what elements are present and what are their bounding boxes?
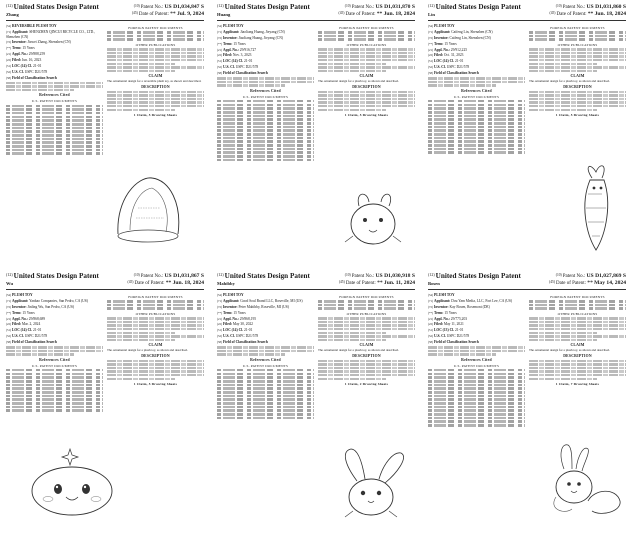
foreign-heading: FOREIGN PATENT DOCUMENTS [339, 26, 394, 30]
patent-page-6 [422, 269, 632, 535]
field-title: (54)PLUSH TOY [217, 293, 244, 297]
field-title: (54)REVERSIBLE PLUSH TOY [6, 24, 57, 28]
patent-number: US D1,031,870 S [375, 4, 415, 10]
inventor-surname: Wu [6, 281, 14, 287]
references-heading: References Cited [461, 88, 492, 93]
description-heading: DESCRIPTION [141, 85, 170, 90]
patent-header [6, 273, 204, 290]
patent-title [428, 4, 521, 11]
drawing-sheets-count: 1 Claim, 7 Drawing Sheets [555, 381, 600, 386]
title-code: (12) [6, 272, 13, 277]
patent-number-label: Patent No.: [351, 5, 375, 10]
field-filed: (22)Filed: Jun. 16, 2023 [6, 58, 42, 63]
reference-row [428, 398, 525, 401]
drawing-sheets-count: 1 Claim, 5 Drawing Sheets [133, 112, 178, 117]
reference-row [428, 100, 525, 103]
field-inventor: (72)Inventor: Peter Mahibby, Roseville, MI (US) [217, 304, 289, 309]
biblio-column [428, 293, 525, 428]
reference-row [217, 115, 314, 118]
reference-row [428, 140, 525, 143]
field-loc: (51)LOC (14) Cl. 21-01 [428, 59, 464, 64]
design-figure [327, 445, 415, 528]
reference-row [217, 100, 314, 103]
patent-date: May 14, 2024 [594, 280, 626, 286]
reference-row [428, 406, 525, 409]
patent-header [428, 273, 626, 290]
reference-row [428, 122, 525, 125]
reference-row [6, 409, 103, 412]
title-code: (12) [428, 3, 435, 8]
reference-row [428, 111, 525, 114]
reference-row [217, 159, 314, 162]
reference-row [217, 107, 314, 110]
reference-row [217, 380, 314, 383]
field-us-cl: (52)U.S. Cl. USPC D21/578 [217, 65, 259, 70]
title-code: (12) [217, 272, 224, 277]
reference-row [428, 384, 525, 387]
reference-row [217, 144, 314, 147]
reference-row [428, 126, 525, 129]
patent-date: Jun. 18, 2024 [172, 280, 204, 286]
other-pubs-heading: OTHER PUBLICATIONS [346, 312, 387, 317]
patent-header [217, 273, 415, 290]
reference-row [6, 108, 103, 111]
field-filed: (22)Filed: Mar. 2, 2024 [6, 322, 41, 327]
us-patents-heading: U.S. PATENT DOCUMENTS [453, 94, 500, 99]
date-label: Date of Patent: [345, 281, 376, 286]
patent-number: US D1,030,918 S [375, 273, 415, 279]
field-search: (58)Field of Classification Search [217, 340, 268, 345]
references-heading: References Cited [461, 357, 492, 362]
reference-row [217, 148, 314, 151]
title-text: United States Design Patent [13, 3, 99, 11]
claim-heading: CLAIM [148, 74, 163, 79]
field-search: (58)Field of Classification Search [6, 340, 57, 345]
field-loc: (51)LOC (14) Cl. 21-01 [217, 328, 253, 333]
claim-text: The ornamental design for a plush toy, as shown and described. [318, 348, 399, 353]
field-filed: (22)Filed: May 30, 2022 [217, 322, 253, 327]
field-title: (54)PLUSH TOY [428, 293, 455, 297]
title-code: (12) [428, 272, 435, 277]
abstract-column [107, 293, 204, 413]
reference-row [6, 391, 103, 394]
reference-row [217, 417, 314, 420]
reference-row [428, 107, 525, 110]
drawing-sheets-count: 1 Claim, 2 Drawing Sheets [344, 381, 389, 386]
title-text: United States Design Patent [435, 272, 521, 280]
patent-date-line [549, 280, 626, 287]
references-heading: References Cited [39, 93, 70, 98]
reference-row [6, 152, 103, 155]
patent-number: US D1,034,847 S [164, 4, 204, 10]
reference-row [428, 417, 525, 420]
date-label: Date of Patent: [134, 281, 165, 286]
design-figure [542, 439, 626, 524]
reference-row [6, 380, 103, 383]
biblio-column [428, 24, 525, 155]
field-appl-no: (21)Appl. No.: 29/868,195 [217, 316, 257, 321]
reference-row [428, 373, 525, 376]
patent-page-4 [0, 269, 210, 535]
field-term: (**)Term: 15 Years [428, 310, 457, 315]
abstract-column [318, 24, 415, 163]
patent-number-code: (10) [555, 4, 562, 8]
field-inventor: (72)Inventor: Jiaoliang Huang, Jieyang (CN) [217, 35, 283, 40]
patent-number: US D1,031,860 S [586, 4, 626, 10]
reference-row [217, 151, 314, 154]
field-loc: (51)LOC (14) Cl. 21-01 [6, 328, 42, 333]
description-heading: DESCRIPTION [563, 85, 592, 90]
inventor-surname: Lin [428, 12, 435, 18]
field-inventor: (72)Inventor: Caifeng Lin, Shenzhen (CN) [428, 35, 491, 40]
other-pubs-heading: OTHER PUBLICATIONS [557, 43, 598, 48]
other-pubs-heading: OTHER PUBLICATIONS [135, 312, 176, 317]
reference-row [428, 129, 525, 132]
patent-number: US D1,027,869 S [586, 273, 626, 279]
patent-date: Jun. 18, 2024 [594, 11, 626, 17]
reference-row [6, 123, 103, 126]
reference-row [428, 402, 525, 405]
us-patents-heading: U.S. PATENT DOCUMENTS [453, 363, 500, 368]
field-applicant: (71)Applicant: Dou Yam Media, LLC, Fort Lee, CA (US) [428, 298, 513, 303]
reference-row [217, 369, 314, 372]
reference-row [6, 116, 103, 119]
description-heading: DESCRIPTION [352, 354, 381, 359]
reference-row [6, 138, 103, 141]
field-title: (54)PLUSH TOY [217, 24, 244, 28]
inventor-surname: Zhang [6, 12, 19, 18]
field-us-cl: (52)U.S. Cl. USPC D21/578 [428, 65, 470, 70]
reference-row [6, 127, 103, 130]
field-us-cl: (52)U.S. Cl. USPC D21/578 [428, 334, 470, 339]
date-label: Date of Patent: [556, 12, 587, 17]
foreign-heading: FOREIGN PATENT DOCUMENTS [550, 26, 605, 30]
field-term: (**)Term: 15 Years [428, 41, 457, 46]
reference-row [217, 398, 314, 401]
reference-row [6, 149, 103, 152]
reference-row [428, 391, 525, 394]
reference-row [217, 376, 314, 379]
claim-text: The ornamental design for a plush toy, as shown and described. [529, 348, 610, 353]
description-heading: DESCRIPTION [141, 354, 170, 359]
reference-row [428, 380, 525, 383]
biblio-column [6, 24, 103, 156]
patent-number-code: (10) [344, 4, 351, 8]
claim-text: The ornamental design for a reversible plush toy, as shown and described. [107, 79, 202, 84]
field-applicant: (71)Applicant: Caifeng Lin, Shenzhen (CN) [428, 29, 493, 34]
reference-row [428, 115, 525, 118]
reference-row [428, 395, 525, 398]
reference-row [217, 155, 314, 158]
title-text: United States Design Patent [435, 3, 521, 11]
reference-row [6, 130, 103, 133]
claim-heading: CLAIM [570, 343, 585, 348]
reference-row [217, 391, 314, 394]
reference-row [428, 104, 525, 107]
patent-date-line [339, 11, 416, 18]
reference-row [428, 387, 525, 390]
patent-header [428, 4, 626, 21]
field-loc: (51)LOC (13) Cl. 21-01 [428, 328, 464, 333]
field-search: (58)Field of Classification Search [428, 71, 479, 76]
patent-number-code: (10) [344, 273, 351, 277]
patent-number: US D1,031,867 S [164, 273, 204, 279]
patent-date: Jun. 11, 2024 [383, 280, 415, 286]
patent-number-code: (10) [555, 273, 562, 277]
date-code: (45) [131, 11, 138, 15]
field-appl-no: (21)Appl. No.: 29/912,225 [428, 47, 468, 52]
abstract-column [107, 24, 204, 156]
field-term: (**)Term: 15 Years [6, 310, 35, 315]
patent-date: Jun. 18, 2024 [383, 11, 415, 17]
reference-row [6, 376, 103, 379]
title-code: (12) [6, 3, 13, 8]
drawing-sheets-count: 1 Claim, 5 Drawing Sheets [133, 381, 178, 386]
field-filed: (22)Filed: Oct. 31, 2023 [428, 53, 464, 58]
reference-row [428, 376, 525, 379]
reference-row [428, 369, 525, 372]
reference-row [217, 104, 314, 107]
title-text: United States Design Patent [13, 272, 99, 280]
reference-row [428, 148, 525, 151]
patent-header [217, 4, 415, 21]
reference-row [217, 395, 314, 398]
date-star: ** [376, 11, 383, 17]
reference-row [428, 413, 525, 416]
field-filed: (22)Filed: May 11, 2021 [428, 322, 464, 327]
reference-row [6, 384, 103, 387]
patent-number-label: Patent No.: [562, 5, 586, 10]
patent-date-line [339, 280, 415, 287]
other-pubs-heading: OTHER PUBLICATIONS [135, 43, 176, 48]
description-heading: DESCRIPTION [352, 85, 381, 90]
field-loc: (51)LOC (14) Cl. 21-01 [217, 59, 253, 64]
field-search: (58)Field of Classification Search [217, 71, 268, 76]
patent-number-line [345, 273, 415, 280]
date-code: (45) [549, 280, 556, 284]
date-star: ** [587, 280, 593, 286]
field-loc: (51)LOC (14) Cl. 21-01 [6, 64, 42, 69]
date-code: (45) [127, 280, 134, 284]
design-figure [337, 186, 407, 255]
title-text: United States Design Patent [224, 272, 310, 280]
field-us-cl: (52)U.S. Cl. USPC D21/578 [6, 69, 48, 74]
reference-row [6, 402, 103, 405]
date-star: ** [587, 11, 594, 17]
reference-row [217, 129, 314, 132]
reference-row [428, 133, 525, 136]
reference-row [6, 387, 103, 390]
field-applicant: (71)Applicant: Yanbao Companies, San Pedro, CA (US) [6, 298, 88, 303]
reference-row [217, 140, 314, 143]
reference-row [217, 126, 314, 129]
field-term: (**)Term: 15 Years [217, 41, 246, 46]
date-label: Date of Patent: [556, 281, 587, 286]
field-applicant: (71)Applicant: SHENZHEN QINCUI BICYCLE CO., LTD., Shenzhen (CN) [6, 29, 96, 39]
patent-number-line [556, 4, 626, 11]
date-code: (45) [338, 11, 345, 15]
design-figure [572, 164, 622, 259]
foreign-heading: FOREIGN PATENT DOCUMENTS [128, 295, 183, 299]
field-title: (54)PLUSH TOY [6, 293, 33, 297]
claim-heading: CLAIM [359, 343, 374, 348]
us-patents-heading: U.S. PATENT DOCUMENTS [242, 94, 289, 99]
reference-row [217, 384, 314, 387]
references-heading: References Cited [39, 357, 70, 362]
reference-row [217, 118, 314, 121]
description-heading: DESCRIPTION [563, 354, 592, 359]
field-applicant: (71)Applicant: Jiaoliang Huang, Jieyang (CN) [217, 29, 285, 34]
references-heading: References Cited [250, 88, 281, 93]
patent-number-line [556, 273, 626, 280]
design-figure [24, 445, 120, 524]
references-heading: References Cited [250, 357, 281, 362]
drawing-sheets-count: 1 Claim, 5 Drawing Sheets [555, 112, 600, 117]
patent-date-line [132, 11, 204, 18]
reference-row [428, 409, 525, 412]
field-filed: (22)Filed: Nov. 3, 2023 [217, 53, 252, 58]
drawing-sheets-count: 1 Claim, 5 Drawing Sheets [344, 112, 389, 117]
title-text: United States Design Patent [224, 3, 310, 11]
reference-row [6, 398, 103, 401]
foreign-heading: FOREIGN PATENT DOCUMENTS [339, 295, 394, 299]
us-patents-heading: U.S. PATENT DOCUMENTS [31, 99, 78, 104]
patent-number-label: Patent No.: [140, 5, 164, 10]
date-star: ** [377, 280, 383, 286]
reference-row [6, 369, 103, 372]
claim-text: The ornamental design for a plush toy, as shown and described. [318, 79, 399, 84]
inventor-surname: Mahibby [217, 281, 235, 287]
patent-title [428, 273, 521, 280]
reference-row [6, 141, 103, 144]
reference-row [217, 402, 314, 405]
field-term: (**)Term: 15 Years [217, 310, 246, 315]
foreign-heading: FOREIGN PATENT DOCUMENTS [128, 26, 183, 30]
patent-number-line [345, 4, 415, 11]
field-us-cl: (52)U.S. Cl. USPC D21/578 [217, 334, 259, 339]
date-code: (45) [549, 11, 556, 15]
biblio-column [217, 293, 314, 420]
field-search: (58)Field of Classification Search [428, 340, 479, 345]
claim-text: The ornamental design for a plush toy, as shown and described. [107, 348, 188, 353]
claim-text: The ornamental design for a plush toy, as shown and described. [529, 79, 610, 84]
field-title: (54)PLUSH TOY [428, 24, 455, 28]
field-appl-no: (21)Appl. No.: 29/888,259 [6, 52, 46, 57]
patent-number-code: (10) [133, 273, 140, 277]
abstract-column [318, 293, 415, 420]
biblio-column [6, 293, 103, 413]
reference-row [217, 122, 314, 125]
field-appl-no: (21)Appl. No.: 29/775,203 [428, 316, 468, 321]
claim-heading: CLAIM [359, 74, 374, 79]
patent-page-1 [0, 0, 210, 266]
reference-row [217, 409, 314, 412]
patent-date-line [550, 11, 627, 18]
reference-row [428, 151, 525, 154]
patent-title [217, 273, 310, 280]
patent-title [6, 4, 99, 11]
field-term: (**)Term: 15 Years [6, 46, 35, 51]
reference-row [217, 406, 314, 409]
other-pubs-heading: OTHER PUBLICATIONS [346, 43, 387, 48]
reference-row [217, 111, 314, 114]
date-label: Date of Patent: [345, 12, 376, 17]
field-us-cl: (52)U.S. Cl. USPC D21/578 [6, 334, 48, 339]
foreign-heading: FOREIGN PATENT DOCUMENTS [550, 295, 605, 299]
reference-row [6, 145, 103, 148]
field-appl-no: (21)Appl. No.: 29/916,727 [217, 47, 257, 52]
field-appl-no: (21)Appl. No.: 29/868,689 [6, 316, 46, 321]
field-inventor: (72)Inventor: Jinling Wu, San Pedro, CA (US) [6, 304, 75, 309]
patent-number-label: Patent No.: [351, 274, 375, 279]
reference-row [217, 373, 314, 376]
date-star: ** [165, 280, 172, 286]
date-label: Date of Patent: [138, 12, 169, 17]
abstract-column [529, 293, 626, 428]
reference-row [428, 118, 525, 121]
patent-number-label: Patent No.: [562, 274, 586, 279]
reference-row [6, 112, 103, 115]
patent-page-2 [211, 0, 421, 266]
other-pubs-heading: OTHER PUBLICATIONS [557, 312, 598, 317]
us-patents-heading: U.S. PATENT DOCUMENTS [31, 363, 78, 368]
us-patents-heading: U.S. PATENT DOCUMENTS [242, 363, 289, 368]
reference-row [6, 134, 103, 137]
claim-heading: CLAIM [148, 343, 163, 348]
patent-number-line [134, 4, 204, 11]
patent-number-label: Patent No.: [140, 274, 164, 279]
patent-page-3 [422, 0, 632, 266]
field-search: (58)Field of Classification Search [6, 75, 57, 80]
reference-row [6, 373, 103, 376]
reference-row [428, 424, 525, 427]
patent-number-code: (10) [133, 4, 140, 8]
patent-title [6, 273, 99, 280]
patent-date-line [128, 280, 205, 287]
reference-row [6, 119, 103, 122]
field-applicant: (71)Applicant: Good Soul Brand LLC, Roseville, MI (US) [217, 298, 303, 303]
field-inventor: (72)Inventor: Kay Bosen, Rosemont (DE) [428, 304, 490, 309]
reference-row [217, 413, 314, 416]
patent-number-line [134, 273, 204, 280]
field-inventor: (72)Inventor: Jiawei Zhang, Shenzhen (CN) [6, 40, 71, 45]
design-figure [108, 168, 188, 253]
reference-row [217, 137, 314, 140]
inventor-surname: Huang [217, 12, 231, 18]
patent-header [6, 4, 204, 21]
abstract-column [529, 24, 626, 155]
title-code: (12) [217, 3, 224, 8]
reference-row [428, 420, 525, 423]
reference-row [6, 406, 103, 409]
reference-row [428, 144, 525, 147]
biblio-column [217, 24, 314, 163]
reference-row [217, 387, 314, 390]
reference-row [428, 137, 525, 140]
reference-row [6, 105, 103, 108]
patent-title [217, 4, 310, 11]
reference-row [217, 133, 314, 136]
date-code: (45) [338, 280, 345, 284]
inventor-surname: Bosen [428, 281, 440, 287]
date-star: ** [170, 11, 176, 17]
claim-heading: CLAIM [570, 74, 585, 79]
reference-row [6, 395, 103, 398]
patent-page-5 [211, 269, 421, 535]
patent-date: Jul. 9, 2024 [176, 11, 204, 17]
